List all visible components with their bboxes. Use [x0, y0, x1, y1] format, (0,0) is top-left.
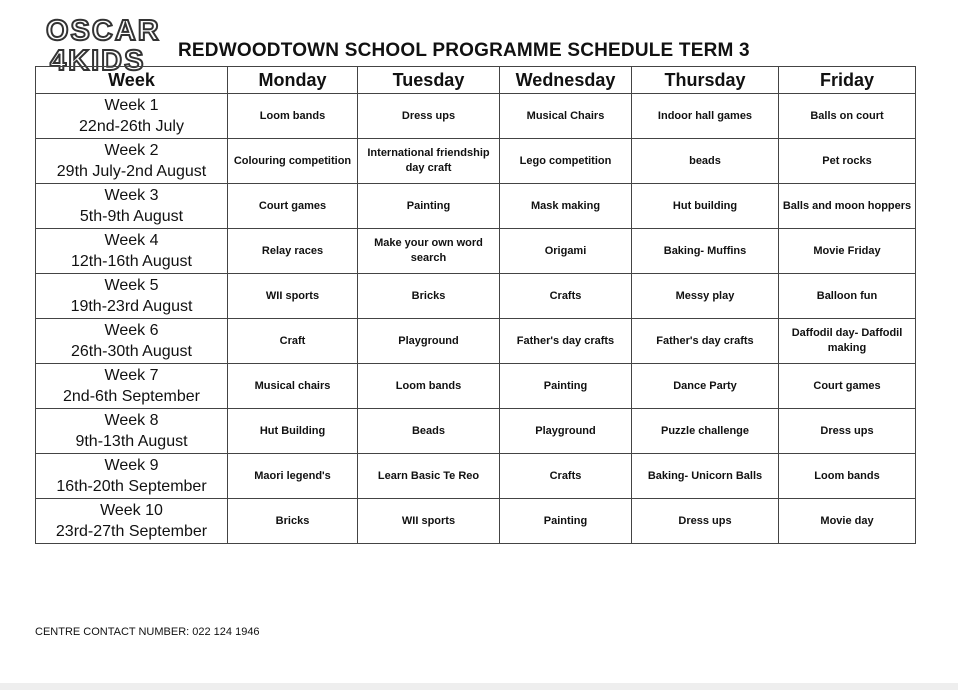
activity-friday: Court games — [779, 364, 916, 409]
activity-wednesday: Crafts — [500, 454, 632, 499]
activity-monday: Hut Building — [228, 409, 358, 454]
week-dates: 23rd-27th September — [55, 523, 208, 540]
activity-tuesday: International friendship day craft — [358, 139, 500, 184]
week-dates: 19th-23rd August — [70, 298, 193, 315]
activity-friday: Balls and moon hoppers — [779, 184, 916, 229]
column-header-monday: Monday — [228, 67, 358, 94]
activity-thursday: Dance Party — [632, 364, 779, 409]
week-cell — [36, 94, 228, 139]
week-dates: 26th-30th August — [71, 343, 192, 360]
week-cell — [36, 229, 228, 274]
column-header-tuesday: Tuesday — [358, 67, 500, 94]
table-row — [36, 139, 916, 184]
activity-friday: Movie Friday — [779, 229, 916, 274]
table-row — [36, 274, 916, 319]
activity-monday: Craft — [228, 319, 358, 364]
activity-friday: Balls on court — [779, 94, 916, 139]
table-row — [36, 499, 916, 544]
table-row — [36, 94, 916, 139]
activity-wednesday: Lego competition — [500, 139, 632, 184]
page-edge — [0, 683, 958, 690]
table-row — [36, 454, 916, 499]
activity-friday: Loom bands — [779, 454, 916, 499]
activity-monday: Bricks — [228, 499, 358, 544]
activity-tuesday: Painting — [358, 184, 500, 229]
week-number: Week 7 — [104, 367, 159, 384]
week-cell — [36, 499, 228, 544]
week-cell — [36, 319, 228, 364]
week-cell — [36, 364, 228, 409]
table-row — [36, 229, 916, 274]
activity-monday: Maori legend's — [228, 454, 358, 499]
activity-thursday: Father's day crafts — [632, 319, 779, 364]
week-dates: 12th-16th August — [71, 253, 192, 270]
activity-monday: Musical chairs — [228, 364, 358, 409]
activity-monday: WII sports — [228, 274, 358, 319]
activity-thursday: Puzzle challenge — [632, 409, 779, 454]
week-cell — [36, 409, 228, 454]
week-cell — [36, 454, 228, 499]
activity-wednesday: Playground — [500, 409, 632, 454]
activity-tuesday: Playground — [358, 319, 500, 364]
week-number: Week 1 — [104, 97, 159, 114]
activity-thursday: Hut building — [632, 184, 779, 229]
activity-tuesday: Bricks — [358, 274, 500, 319]
activity-friday: Movie day — [779, 499, 916, 544]
oscar-4kids-logo — [44, 10, 170, 74]
week-number: Week 9 — [104, 457, 159, 474]
activity-friday: Dress ups — [779, 409, 916, 454]
week-cell — [36, 184, 228, 229]
week-number: Week 10 — [100, 502, 163, 519]
schedule-table — [35, 66, 916, 544]
week-dates: 2nd-6th September — [63, 388, 200, 405]
column-header-friday: Friday — [779, 67, 916, 94]
logo-line-1: OSCAR — [46, 15, 161, 47]
activity-thursday: Messy play — [632, 274, 779, 319]
activity-monday: Relay races — [228, 229, 358, 274]
activity-monday: Colouring competition — [228, 139, 358, 184]
week-dates: 16th-20th September — [56, 478, 207, 495]
activity-tuesday: Dress ups — [358, 94, 500, 139]
activity-thursday: Indoor hall games — [632, 94, 779, 139]
activity-wednesday: Musical Chairs — [500, 94, 632, 139]
page-title: REDWOODTOWN SCHOOL PROGRAMME SCHEDULE TERM 3 — [178, 40, 750, 61]
activity-wednesday: Origami — [500, 229, 632, 274]
activity-friday: Daffodil day- Daffodil making — [779, 319, 916, 364]
activity-tuesday: WII sports — [358, 499, 500, 544]
week-number: Week 5 — [104, 277, 159, 294]
week-number: Week 6 — [104, 322, 159, 339]
logo-line-2: 4KIDS — [50, 45, 146, 74]
week-dates: 29th July-2nd August — [56, 163, 207, 180]
activity-wednesday: Painting — [500, 499, 632, 544]
activity-tuesday: Make your own word search — [358, 229, 500, 274]
activity-tuesday: Learn Basic Te Reo — [358, 454, 500, 499]
week-number: Week 4 — [104, 232, 159, 249]
week-number: Week 2 — [104, 142, 159, 159]
column-header-wednesday: Wednesday — [500, 67, 632, 94]
week-dates: 22nd-26th July — [79, 118, 184, 135]
week-dates: 5th-9th August — [79, 208, 184, 225]
column-header-thursday: Thursday — [632, 67, 779, 94]
activity-wednesday: Crafts — [500, 274, 632, 319]
activity-tuesday: Beads — [358, 409, 500, 454]
activity-monday: Court games — [228, 184, 358, 229]
week-cell — [36, 139, 228, 184]
activity-monday: Loom bands — [228, 94, 358, 139]
activity-wednesday: Father's day crafts — [500, 319, 632, 364]
activity-friday: Balloon fun — [779, 274, 916, 319]
week-number: Week 3 — [104, 187, 159, 204]
table-row — [36, 409, 916, 454]
activity-thursday: Baking- Unicorn Balls — [632, 454, 779, 499]
activity-thursday: Dress ups — [632, 499, 779, 544]
activity-tuesday: Loom bands — [358, 364, 500, 409]
table-row — [36, 319, 916, 364]
activity-thursday: Baking- Muffins — [632, 229, 779, 274]
activity-friday: Pet rocks — [779, 139, 916, 184]
activity-thursday: beads — [632, 139, 779, 184]
table-row — [36, 364, 916, 409]
week-number: Week 8 — [104, 412, 159, 429]
activity-wednesday: Mask making — [500, 184, 632, 229]
column-header-week: Week — [36, 67, 228, 94]
header-row — [36, 67, 916, 94]
week-cell — [36, 274, 228, 319]
table-row — [36, 184, 916, 229]
week-dates: 9th-13th August — [75, 433, 188, 450]
activity-wednesday: Painting — [500, 364, 632, 409]
contact-number: CENTRE CONTACT NUMBER: 022 124 1946 — [35, 626, 260, 638]
